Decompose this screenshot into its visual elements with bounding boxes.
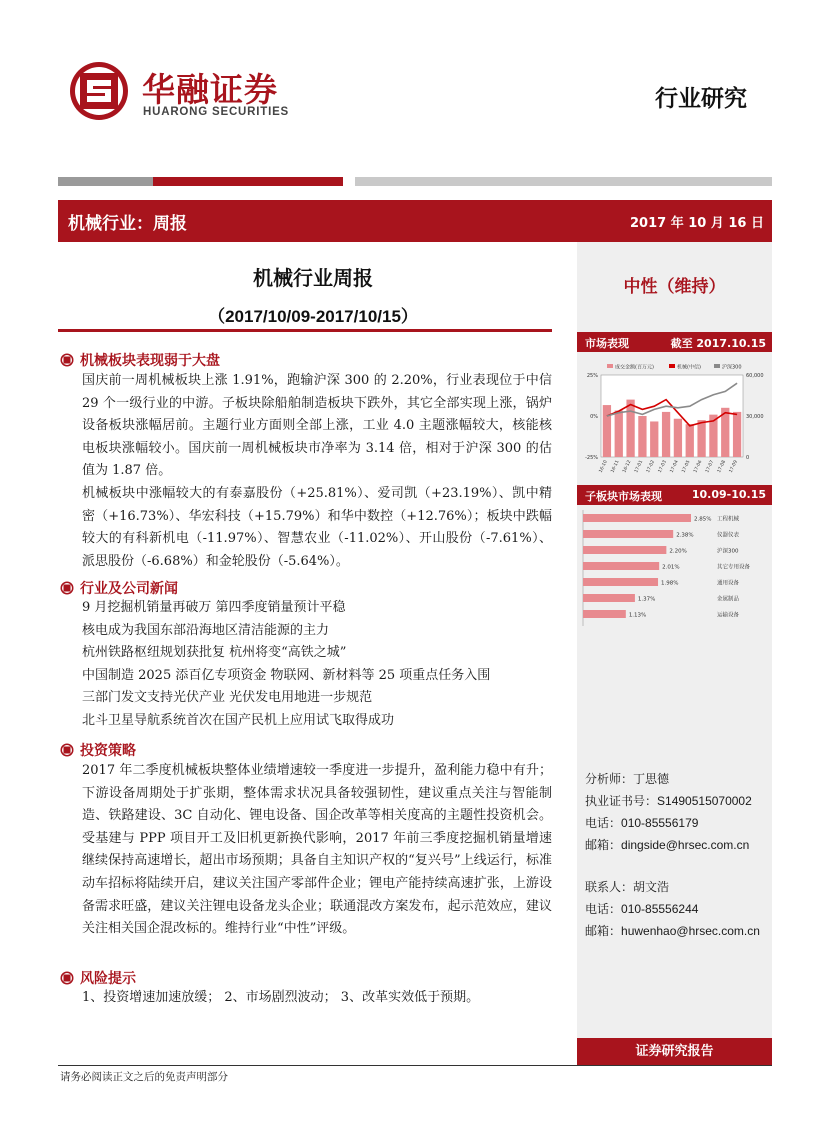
section-heading-text: 投资策略 — [80, 743, 136, 759]
y-right-tick: 30,000 — [746, 414, 764, 420]
category-label: 金属制品 — [717, 596, 740, 603]
brand-name-en: HUARONG SECURITIES — [143, 106, 290, 118]
page-period: （2017/10/09-2017/10/15） — [208, 307, 418, 326]
section-heading — [60, 350, 220, 370]
section-heading-text: 风险提示 — [80, 971, 136, 987]
bullet-logo-icon — [60, 743, 74, 757]
header-stripe — [58, 177, 153, 186]
analyst-email[interactable]: dingside@hrsec.com.cn — [621, 838, 750, 852]
data-label: 2.85% — [694, 516, 712, 523]
legend-entry: 成交金额(百万元) — [615, 364, 654, 371]
report-type: 行业研究 — [655, 86, 747, 112]
x-tick: 17-04 — [669, 459, 680, 474]
footer-divider — [58, 1065, 772, 1066]
legend-swatch — [669, 364, 675, 368]
x-tick: 17-02 — [646, 459, 657, 474]
section-paragraph: 国庆前一周机械板块上涨 1.91%，跑输沪深 300 的 2.20%，行业表现位于中信 29 个一级行业的中游。子板块除船舶制造板块下跌外，其它全部实现上涨，锅炉设备板块涨幅居前。主题行业方面则全部上涨，工业 4.0 主题涨幅较大，核能核电板块涨幅较小。国庆前一周机械板块市净率为 3.14 倍，相对于沪深 300 的估值为 1.87 倍。 — [82, 373, 552, 479]
volume-bar — [697, 420, 705, 457]
data-label: 1.13% — [628, 612, 647, 619]
volume-bar — [674, 419, 682, 457]
market-bar-label: 市场表现 — [585, 337, 629, 350]
subsector-bar — [583, 610, 626, 618]
subsector-bar — [583, 594, 635, 602]
subsector-bar-label: 子板块市场表现 — [585, 490, 662, 503]
subsector-bar — [583, 546, 666, 554]
subsector-bar-period: 10.09-10.15 — [691, 488, 766, 501]
section-paragraph: 机械板块中涨幅较大的有泰嘉股份（+25.81%）、爱司凯（+23.19%）、凯中精密（+16.73%）、华宏科技（+15.79%）和华中数控（+12.76%）；板块中跌幅较大的有科新机电（-11.97%）、智慧农业（-11.02%）、开山股份（-7.61%）、派思股份（-6.68%）和金轮股份（-5.64%）。 — [82, 486, 552, 569]
x-tick: 17-03 — [657, 459, 668, 474]
news-item[interactable]: 核电成为我国东部沿海地区清洁能源的主力 — [82, 622, 330, 638]
analyst-phone: 010-85556179 — [621, 816, 699, 830]
category-label: 通用设备 — [717, 580, 740, 587]
subsector-performance-bar — [577, 485, 772, 505]
volume-bar — [603, 405, 611, 457]
news-item[interactable]: 9 月挖掘机销量再破万 第四季度销量预计平稳 — [82, 600, 346, 615]
email-label: 邮箱： — [585, 838, 622, 852]
contact-block — [585, 768, 752, 856]
x-tick: 16-10 — [598, 459, 609, 474]
market-performance-chart — [577, 357, 772, 479]
subsector-bar — [583, 578, 658, 586]
report-date: 2017 年 10 月 16 日 — [630, 216, 764, 231]
section-heading-text: 行业及公司新闻 — [80, 581, 178, 597]
subsector-bar — [583, 562, 659, 570]
news-item[interactable]: 中国制造 2025 添百亿专项资金 物联网、新材料等 25 项重点任务入围 — [82, 667, 491, 683]
header-stripe — [153, 177, 343, 186]
bullet-logo-icon — [60, 353, 74, 367]
footer-report-label: 证券研究报告 — [577, 1038, 772, 1065]
risk-items: 1、投资增速加速放缓； 2、市场剧烈波动； 3、改革实效低于预期。 — [82, 990, 480, 1005]
license-label: 执业证书号： — [585, 794, 658, 808]
data-label: 2.38% — [676, 532, 694, 539]
x-tick: 16-11 — [610, 459, 621, 474]
market-bar-date: 截至 2017.10.15 — [670, 337, 766, 350]
volume-bar — [615, 411, 623, 457]
subsector-performance-chart — [577, 508, 772, 630]
title-bar — [58, 200, 772, 242]
category-label: 仪器仪表 — [717, 532, 740, 539]
volume-bar — [626, 400, 634, 457]
risk-list — [82, 987, 552, 1010]
legend-swatch — [607, 364, 613, 368]
company-logo — [68, 60, 130, 122]
legend-entry: 机械(中信) — [677, 364, 701, 371]
section-heading — [60, 578, 178, 598]
footer-disclaimer: 请务必阅读正文之后的免责声明部分 — [60, 1071, 228, 1083]
section-heading — [60, 968, 136, 988]
bullet-logo-icon — [60, 581, 74, 595]
news-item[interactable]: 杭州铁路枢纽规划获批复 杭州将变“高铁之城” — [82, 645, 347, 660]
email-label: 邮箱： — [585, 924, 622, 938]
y-right-tick: 60,000 — [746, 373, 764, 379]
analyst-label: 分析师： — [585, 772, 634, 786]
volume-bar — [650, 421, 658, 457]
category-label: 运输设备 — [717, 612, 740, 619]
legend-swatch — [714, 364, 720, 368]
news-list — [82, 597, 552, 732]
y-left-tick: 25% — [586, 373, 598, 379]
phone-label: 电话： — [585, 816, 622, 830]
contact-block — [585, 876, 760, 942]
y-left-tick: -25% — [585, 455, 598, 461]
header-stripe — [355, 177, 772, 186]
license-number: S1490515070002 — [657, 794, 752, 808]
subsector-bar — [583, 514, 691, 522]
data-label: 2.20% — [669, 548, 687, 555]
market-performance-bar — [577, 332, 772, 352]
contact-label: 联系人： — [585, 880, 634, 894]
news-item[interactable]: 北斗卫星导航系统首次在国产民机上应用试飞取得成功 — [82, 712, 395, 728]
data-label: 2.01% — [662, 564, 680, 571]
x-tick: 16-12 — [622, 459, 633, 474]
section-heading-text: 机械板块表现弱于大盘 — [80, 353, 220, 369]
x-tick: 17-09 — [728, 459, 739, 474]
y-right-tick: 0 — [746, 455, 750, 461]
title-divider — [58, 329, 552, 332]
volume-bar — [733, 412, 741, 457]
data-label: 1.37% — [637, 596, 656, 603]
x-tick: 17-07 — [705, 459, 716, 474]
rating: 中性（维持） — [623, 277, 726, 297]
contact-name: 胡文浩 — [633, 880, 670, 894]
x-tick: 17-08 — [717, 459, 728, 474]
report-category: 机械行业：周报 — [68, 214, 187, 234]
volume-bar — [638, 416, 646, 457]
category-label: 沪深300 — [717, 548, 739, 555]
legend-entry: 沪深300 — [722, 364, 742, 371]
bullet-logo-icon — [60, 971, 74, 985]
section-heading — [60, 740, 136, 760]
analyst-name: 丁思德 — [633, 772, 670, 786]
x-tick: 17-06 — [693, 459, 704, 474]
contact-email[interactable]: huwenhao@hrsec.com.cn — [621, 924, 760, 938]
brand-name-cn: 华融证券 — [142, 70, 278, 109]
category-label: 其它专用设备 — [717, 564, 751, 571]
x-tick: 17-01 — [634, 459, 645, 474]
subsector-bar — [583, 530, 673, 538]
phone-label: 电话： — [585, 902, 622, 916]
x-tick: 17-05 — [681, 459, 692, 474]
data-label: 1.98% — [661, 580, 679, 587]
section-paragraph: 2017 年二季度机械板块整体业绩增速较一季度进一步提升，盈利能力稳中有升；下游设备周期处于扩张期，整体需求状况具备较强韧性，建议重点关注与智能制造、铁路建设、3C 自动化、锂电设备、国企改革等相关度高的主题性投资机会。受基建与 PPP 项目开工及旧机更新换代影响，2017 年前三季度挖掘机销量增速继续保持高速增长，超出市场预期；具备自主知识产权的“复兴号”上线运行，标准动车招标将陆续开启，建议关注国产零部件企业；锂电产能持续高速扩张，上游设备需求旺盛，建议关注锂电设备龙头企业；联通混改方案发布，起示范效应，建议关注相关国企混改标的。维持行业“中性”评级。 — [82, 763, 552, 937]
volume-bar — [662, 412, 670, 457]
category-label: 工程机械 — [717, 516, 740, 523]
y-left-tick: 0% — [590, 414, 598, 420]
page-title: 机械行业周报 — [253, 266, 373, 290]
volume-bar — [686, 424, 694, 457]
contact-phone: 010-85556244 — [621, 902, 699, 916]
news-item[interactable]: 三部门发文支持光伏产业 光伏发电用地进一步规范 — [82, 690, 373, 705]
